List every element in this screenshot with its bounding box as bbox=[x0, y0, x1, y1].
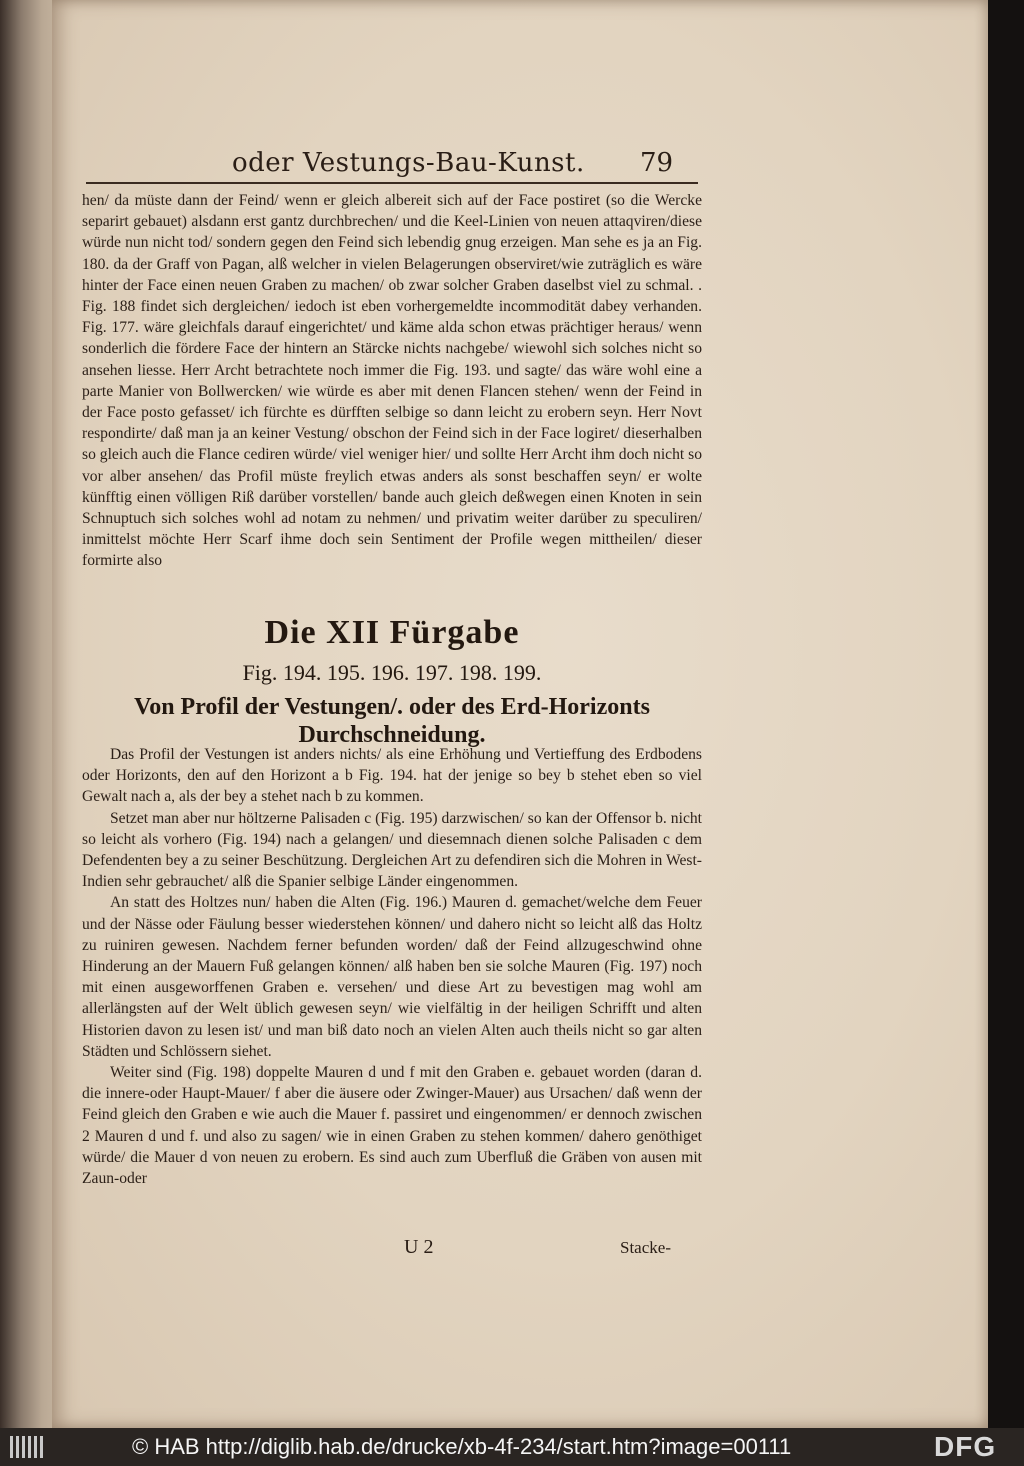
text-block-section bbox=[82, 744, 702, 1189]
signature-mark: U 2 bbox=[404, 1236, 434, 1258]
header-rule bbox=[86, 182, 698, 184]
viewer-footer bbox=[0, 1428, 1024, 1466]
section-subtitle-line2: Durchschneidung. bbox=[298, 722, 486, 748]
page-edge-shadow bbox=[988, 0, 1024, 1428]
section-figures: Fig. 194. 195. 196. 197. 198. 199. bbox=[242, 660, 542, 685]
text-block-continued bbox=[82, 190, 702, 572]
page-number: 79 bbox=[640, 148, 674, 178]
catchword: Stacke- bbox=[620, 1238, 671, 1257]
dfg-logo: DFG bbox=[934, 1431, 997, 1462]
paragraph: hen/ da müste dann der Feind/ wenn er gleich albereit sich auf der Face postiret (so die Wercke separirt gebauet) alsdann erst gantz durchbrechen/ und die Keel-Linien von neuen attaqviren/diese würde nun nicht tod/ sondern gegen den Feind sich lebendig gnug erzeigen. Man sehe es ja an Fig. 180. da der Graff von Pagan, alß welcher in vielen Belagerungen observiret/wie zuträglich es wäre hinter der Face einen neuen Graben zu machen/ ob zwar solcher Graben daselbst viel zu schmal. . Fig. 188 findet sich dergleichen/ iedoch ist eben vorhergemeldte incommodität dabey verhanden. Fig. 177. wäre gleichfals darauf eingerichtet/ und käme alda schon etwas prächtiger heraus/ wenn sonderlich die fördere Face der hintern an Stärcke nichts nachgebe/ wiewohl sich solches nicht so ansehen liesse. Herr Archt betrachtete noch immer die Fig. 193. und sagte/ das wäre wohl eine a parte Manier von Bollwercken/ wie würde es aber mit denen Flancen stehen/ wenn der Feind in der Face posto gefasset/ ich fürchte es dürfften selbige so dann leicht zu erobern seyn. Herr Novt respondirte/ daß man ja an keiner Vestung/ obschon der Feind sich in der Face logiret/ dieserhalben so gleich auch die Flance cediren würde/ viel weniger hier/ und sollte Herr Archt ihm doch nicht so vor alber ansehen/ das Profil müste freylich etwas anders als sonst beschaffen seyn/ er wolte künfftig einen völligen Riß darüber vorstellen/ bande auch gleich deßwegen einen Knoten in sein Schnuptuch sich solches wohl ad notam zu nehmen/ und privatim weiter darüber zu speculiren/ inmittelst möchte Herr Scarf ihme doch sein Sentiment der Profile wegen mittheilen/ dieser formirte also bbox=[82, 192, 702, 570]
paragraph: Das Profil der Vestungen ist anders nichts/ als eine Erhöhung und Vertieffung des Erdbodens oder Horizonts, den auf den Horizont a b Fig. 194. hat der jenige so bey b stehet eben so viel Gewalt nach a, als der bey a stehet nach b zu kommen. bbox=[82, 746, 702, 806]
paragraph: Weiter sind (Fig. 198) doppelte Mauren d und f mit den Graben e. gebauet worden (daran d. die innere-oder Haupt-Mauer/ f aber die äusere oder Zwinger-Mauer) aus Ursachen/ daß wenn der Feind gleich den Graben e wie auch die Mauer f. passiret und eingenommen/ er dennoch zwischen 2 Mauren d und f. und also zu sagen/ wie in einen Graben zu stehen kommen/ dahero genöthiget würde/ die Mauer d von neuen zu erobern. Es sind auch zum Uberfluß die Gräben von ausen mit Zaun-oder bbox=[82, 1064, 702, 1188]
section-subtitle-line1: Von Profil der Vestungen/. oder des Erd-Horizonts bbox=[134, 694, 650, 720]
paragraph: Setzet man aber nur höltzerne Palisaden c (Fig. 195) darzwischen/ so kan der Offensor b. nicht so leicht als vorhero (Fig. 194) nach a gelangen/ und diesemnach dienen solche Palisaden c dem Defendenten bey a zu seiner Beschützung. Dergleichen Art zu defendiren sich die Mohren in West-Indien sehr gebrauchet/ alß die Spanier selbige Länder eingenommen. bbox=[82, 809, 702, 891]
barcode-icon bbox=[10, 1436, 44, 1458]
section-title: Die XII Fürgabe bbox=[264, 614, 520, 651]
running-head: oder Vestungs-Bau-Kunst. bbox=[232, 148, 585, 178]
copyright-link[interactable]: © HAB http://diglib.hab.de/drucke/xb-4f-234/start.htm?image=00111 bbox=[132, 1434, 792, 1459]
paragraph: An statt des Holtzes nun/ haben die Alten (Fig. 196.) Mauren d. gemachet/welche dem Feuer und der Nässe oder Fäulung besser wiederstehen können/ und dahero nicht so leicht alß das Holtz zu ruiniren gewesen. Nachdem ferner befunden worden/ daß der Feind allzugeschwind ohne Hinderung an der Mauern Fuß gelangen können/ alß haben ben sie solche Mauren (Fig. 197) noch mit einen ausgeworffenen Graben e. versehen/ und diese Art zu bevestigen mag wohl am allerlängsten auf der Welt üblich gewesen seyn/ wie vielfältig in der heiligen Schrifft und alten Historien davon zu lesen ist/ und man biß dato noch an vielen Alten auch theils nicht so gar alten Städten und Schlössern siehet. bbox=[82, 894, 702, 1060]
